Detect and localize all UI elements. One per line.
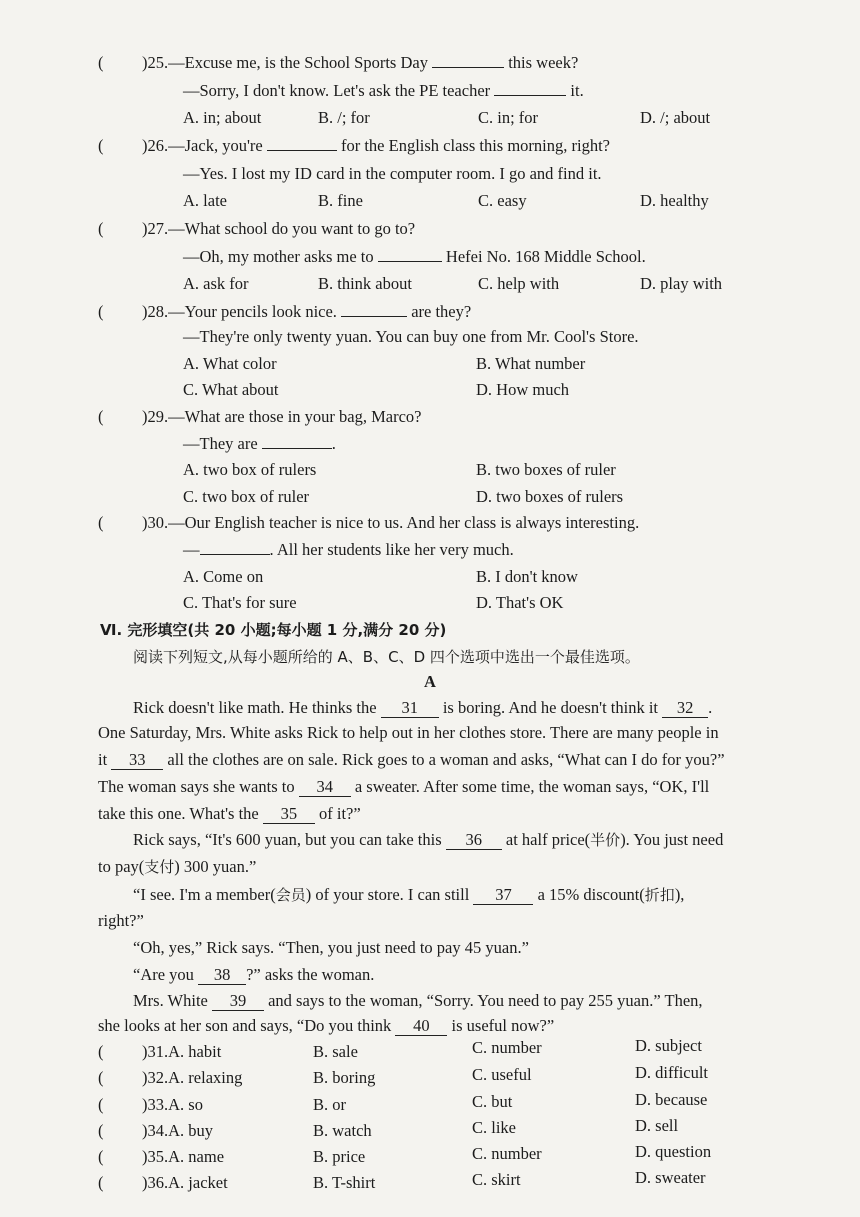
question-number: )28. — [142, 302, 169, 321]
option-d[interactable]: D. subject — [635, 1036, 702, 1055]
response-line — [183, 539, 514, 561]
section-title: Ⅵ. 完形填空(共 20 小题;每小题 1 分,满分 20 分) — [100, 621, 447, 639]
option-a[interactable]: A. relaxing — [168, 1068, 243, 1087]
answer-paren: ( — [98, 1173, 104, 1192]
option-b[interactable]: B. think about — [318, 274, 412, 293]
answer-paren: ( — [98, 1095, 104, 1114]
question-number: )34.A. buy — [142, 1121, 214, 1140]
section-instruction: 阅读下列短文,从每小题所给的 A、B、C、D 四个选项中选出一个最佳选项。 — [133, 648, 640, 666]
option-d[interactable]: D. sell — [635, 1116, 679, 1135]
option-d[interactable]: D. because — [635, 1090, 708, 1109]
response-text: it. — [570, 81, 584, 100]
answer-paren: ( — [98, 1068, 104, 1087]
response-text: . — [331, 434, 336, 453]
option-c[interactable]: C. in; for — [478, 108, 539, 127]
passage-line: Rick doesn't like math. He thinks the 31 is boring. And he doesn't think it 32 . — [133, 698, 713, 717]
question-text: —Excuse me, is the School Sports Day — [168, 53, 428, 72]
response-text: —Sorry, I don't know. Let's ask the PE teacher — [183, 81, 491, 100]
option-b[interactable]: B. boring — [313, 1068, 376, 1087]
option-b[interactable]: B. or — [313, 1095, 346, 1114]
cloze-blank-36[interactable]: 36 — [446, 831, 502, 850]
question-number: )25. — [142, 53, 169, 72]
answer-blank[interactable] — [341, 316, 407, 317]
option-d[interactable]: D. play with — [640, 274, 723, 293]
option-d[interactable]: D. question — [635, 1142, 712, 1161]
passage-line: right?” — [98, 911, 144, 930]
option-a[interactable]: A. ask for — [183, 274, 249, 293]
question-number: )30. — [142, 513, 169, 532]
cloze-blank-32[interactable]: 32 — [662, 699, 708, 718]
response-line — [183, 80, 584, 102]
option-b[interactable]: B. price — [313, 1147, 366, 1166]
question-text: —What school do you want to go to? — [168, 219, 416, 238]
cloze-blank-31[interactable]: 31 — [381, 699, 439, 718]
passage-line: One Saturday, Mrs. White asks Rick to help out in her clothes store. There are many people in — [98, 723, 719, 742]
question-number: )35.A. name — [142, 1147, 225, 1166]
passage-line: take this one. What's the 35 of it?” — [98, 804, 361, 823]
answer-blank[interactable] — [262, 448, 332, 449]
option-d[interactable]: D. How much — [476, 380, 570, 399]
answer-paren: ( — [98, 1042, 104, 1061]
option-c[interactable]: C. What about — [183, 380, 279, 399]
answer-paren: ( — [98, 1121, 104, 1140]
answer-blank[interactable] — [267, 150, 337, 151]
question-line — [142, 301, 471, 323]
cloze-blank-37[interactable]: 37 — [473, 886, 533, 905]
answer-blank[interactable] — [494, 95, 566, 96]
cloze-blank-35[interactable]: 35 — [263, 805, 315, 824]
question-line — [142, 52, 578, 74]
answer-blank[interactable] — [200, 554, 270, 555]
option-c[interactable]: C. skirt — [472, 1170, 521, 1189]
answer-paren: ( — [98, 513, 104, 532]
passage-line: “Oh, yes,” Rick says. “Then, you just need to pay 45 yuan.” — [133, 938, 529, 957]
cloze-blank-39[interactable]: 39 — [212, 992, 264, 1011]
option-d[interactable]: D. sweater — [635, 1168, 706, 1187]
question-number: )29. — [142, 407, 169, 426]
option-a[interactable]: A. habit — [168, 1042, 222, 1061]
option-a[interactable]: A. jacket — [168, 1173, 228, 1192]
question-line — [142, 512, 639, 534]
response-text: —Oh, my mother asks me to — [183, 247, 374, 266]
response-text: —Yes. I lost my ID card in the computer room. I go and find it. — [183, 164, 602, 183]
option-b[interactable]: B. fine — [318, 191, 363, 210]
option-c[interactable]: C. number — [472, 1038, 542, 1057]
response-line — [183, 433, 336, 455]
passage-line: Mrs. White 39 and says to the woman, “Sorry. You need to pay 255 yuan.” Then, — [133, 991, 703, 1010]
option-a[interactable]: A. so — [168, 1095, 203, 1114]
option-b[interactable]: B. I don't know — [476, 567, 578, 586]
option-c[interactable]: C. number — [472, 1144, 542, 1163]
option-b[interactable]: B. /; for — [318, 108, 370, 127]
response-text: —They are — [183, 434, 258, 453]
option-c[interactable]: C. but — [472, 1092, 513, 1111]
response-text: . All her students like her very much. — [269, 540, 514, 559]
cloze-blank-33[interactable]: 33 — [111, 751, 163, 770]
passage-line: to pay(支付) 300 yuan.” — [98, 857, 257, 876]
option-c[interactable]: C. That's for sure — [183, 593, 297, 612]
question-number: )32.A. relaxing — [142, 1068, 243, 1087]
option-d[interactable]: D. difficult — [635, 1063, 709, 1082]
passage-line: “I see. I'm a member(会员) of your store. I can still 37 a 15% discount(折扣), — [133, 885, 685, 904]
option-c[interactable]: C. like — [472, 1118, 516, 1137]
question-text: for the English class this morning, right? — [340, 136, 610, 155]
response-text: Hefei No. 168 Middle School. — [445, 247, 646, 266]
response-line — [183, 326, 639, 348]
option-c[interactable]: C. useful — [472, 1065, 532, 1084]
option-a[interactable]: A. name — [168, 1147, 225, 1166]
question-line — [142, 218, 415, 240]
option-b[interactable]: B. watch — [313, 1121, 372, 1140]
passage-line: The woman says she wants to 34 a sweater. After some time, the woman says, “OK, I'll — [98, 777, 710, 796]
question-number: )26. — [142, 136, 169, 155]
question-number: )27. — [142, 219, 169, 238]
part-label: A — [424, 672, 436, 691]
question-text: —Our English teacher is nice to us. And her class is always interesting. — [168, 513, 640, 532]
option-c[interactable]: C. easy — [478, 191, 527, 210]
question-number: )31.A. habit — [142, 1042, 222, 1061]
option-b[interactable]: B. What number — [476, 354, 586, 373]
passage-line: it 33 all the clothes are on sale. Rick goes to a woman and asks, “What can I do for you?” — [98, 750, 725, 769]
option-a[interactable]: A. two box of rulers — [183, 460, 317, 479]
answer-paren: ( — [98, 1147, 104, 1166]
option-a[interactable]: A. Come on — [183, 567, 264, 586]
question-line — [142, 135, 610, 157]
question-text: —What are those in your bag, Marco? — [168, 407, 422, 426]
question-number: )36.A. jacket — [142, 1173, 228, 1192]
option-a[interactable]: A. late — [183, 191, 227, 210]
option-d[interactable]: D. two boxes of rulers — [476, 487, 624, 506]
question-text: —Your pencils look nice. — [168, 302, 337, 321]
answer-blank[interactable] — [378, 261, 442, 262]
question-text: are they? — [411, 302, 472, 321]
question-text: —Jack, you're — [168, 136, 263, 155]
option-c[interactable]: C. help with — [478, 274, 560, 293]
response-text: —They're only twenty yuan. You can buy one from Mr. Cool's Store. — [183, 327, 639, 346]
option-d[interactable]: D. /; about — [640, 108, 711, 127]
answer-paren: ( — [98, 407, 104, 426]
option-c[interactable]: C. two box of ruler — [183, 487, 310, 506]
option-a[interactable]: A. buy — [168, 1121, 214, 1140]
passage-line: she looks at her son and says, “Do you think 40 is useful now?” — [98, 1016, 555, 1035]
passage-line: “Are you 38 ?” asks the woman. — [133, 965, 375, 984]
option-d[interactable]: D. healthy — [640, 191, 709, 210]
cloze-blank-40[interactable]: 40 — [395, 1017, 447, 1036]
answer-blank[interactable] — [432, 67, 504, 68]
response-line — [183, 163, 602, 185]
question-text: this week? — [508, 53, 579, 72]
option-b[interactable]: B. T-shirt — [313, 1173, 376, 1192]
passage-line: Rick says, “It's 600 yuan, but you can take this 36 at half price(半价). You just need — [133, 830, 724, 849]
answer-paren: ( — [98, 53, 104, 72]
answer-paren: ( — [98, 136, 104, 155]
option-a[interactable]: A. in; about — [183, 108, 262, 127]
question-number: )33.A. so — [142, 1095, 203, 1114]
response-line — [183, 246, 646, 268]
cloze-blank-38[interactable]: 38 — [198, 966, 246, 985]
option-d[interactable]: D. That's OK — [476, 593, 564, 612]
option-a[interactable]: A. What color — [183, 354, 277, 373]
option-b[interactable]: B. two boxes of ruler — [476, 460, 616, 479]
answer-paren: ( — [98, 302, 104, 321]
option-b[interactable]: B. sale — [313, 1042, 358, 1061]
response-text: — — [183, 540, 200, 559]
answer-paren: ( — [98, 219, 104, 238]
question-line — [142, 406, 422, 428]
cloze-blank-34[interactable]: 34 — [299, 778, 351, 797]
